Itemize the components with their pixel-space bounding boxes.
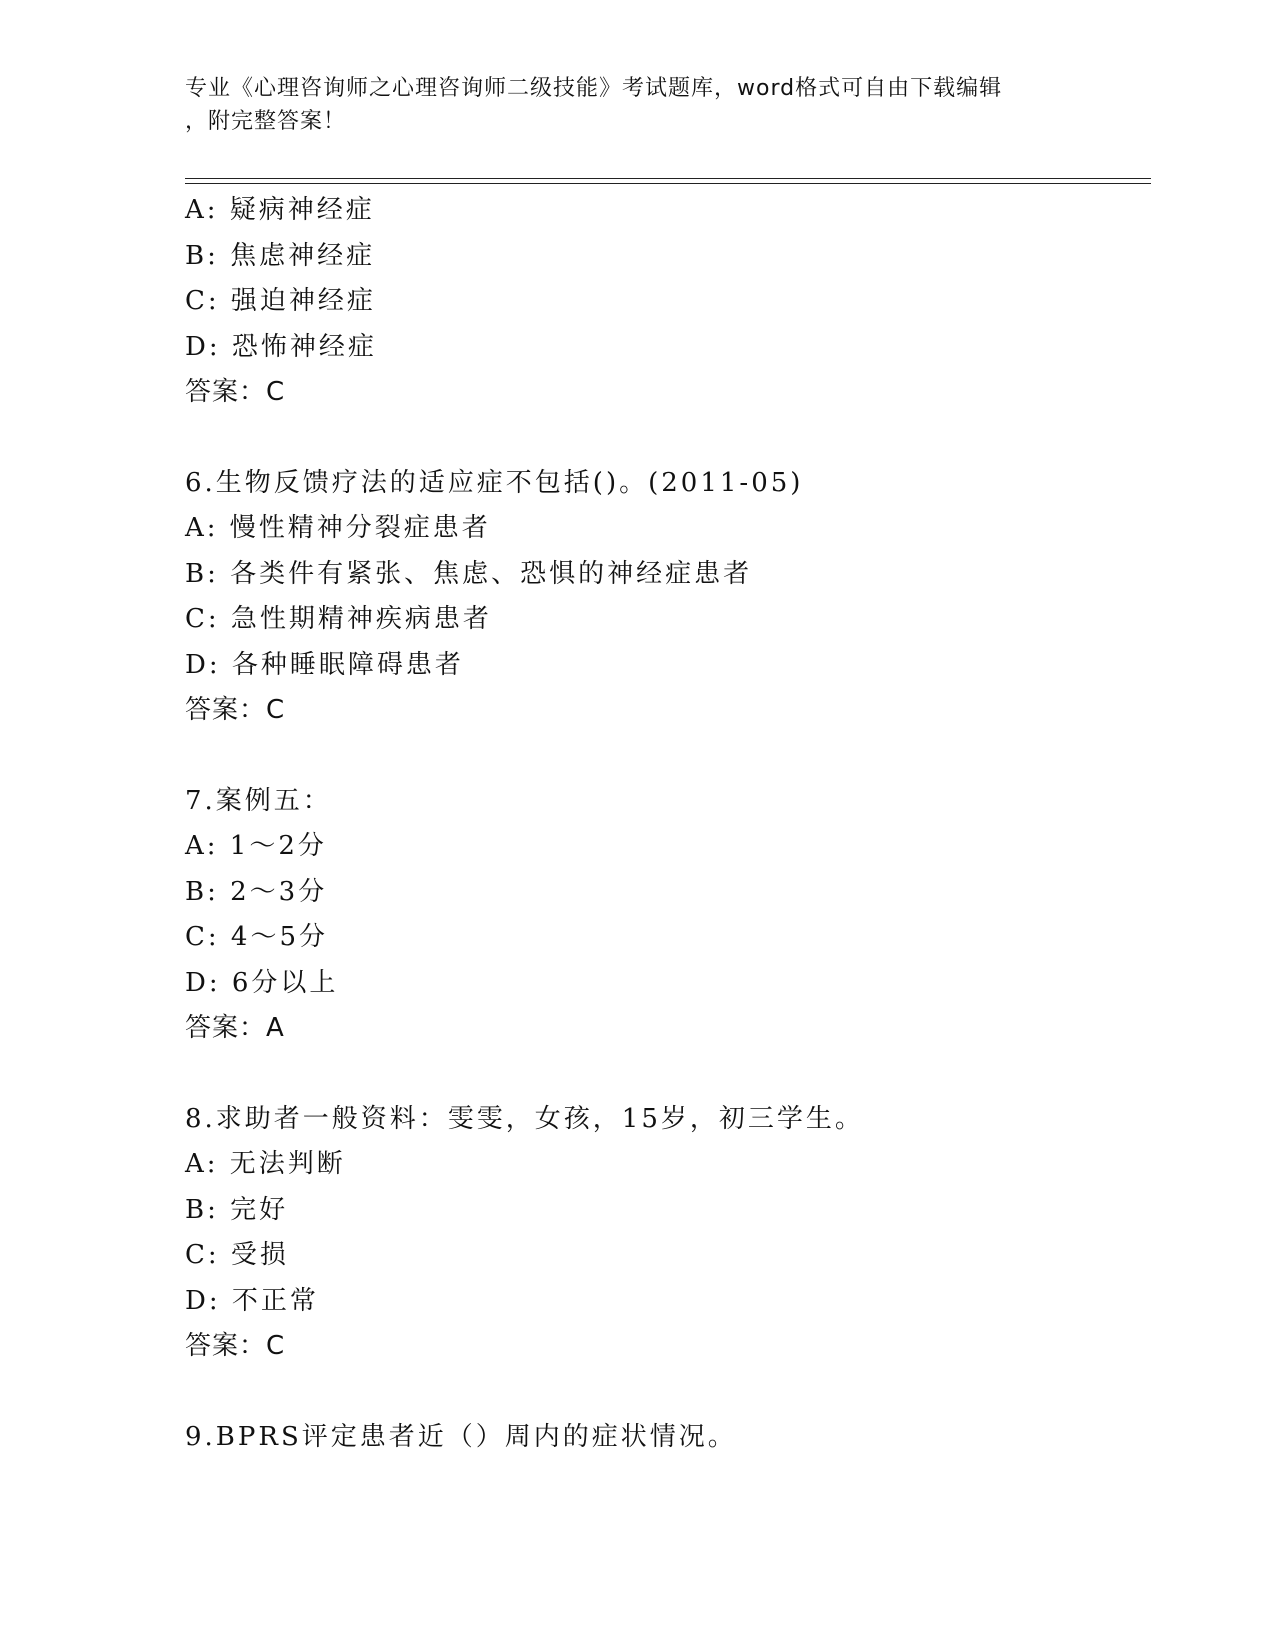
question-block-7 [185,779,1145,1052]
question-stem: 9.BPRS评定患者近（）周内的症状情况。 [185,1421,737,1452]
question-block-9 [185,1415,1145,1461]
question-block-5 [185,188,1145,416]
option-a: A: 慢性精神分裂症患者 [185,513,491,543]
question-block-6 [185,461,1145,734]
question-stem: 8.求助者一般资料：雯雯，女孩，15岁，初三学生。 [185,1103,864,1134]
answer-line: 答案：A [185,1013,285,1043]
option-c: C: 急性期精神疾病患者 [185,604,492,634]
option-c: C: 4～5分 [185,922,329,952]
answer-line: 答案：C [185,1331,286,1361]
question-block-8 [185,1097,1145,1370]
option-d: D: 恐怖神经症 [185,331,377,362]
option-b: B: 焦虑神经症 [185,240,376,271]
header-divider-bottom [185,183,1151,184]
option-b: B: 2～3分 [185,876,328,907]
question-list [185,188,1145,1460]
document-header [185,72,1085,138]
option-a: A: 1～2分 [185,831,327,861]
option-c: C: 受损 [185,1240,289,1270]
header-line-2: ，附完整答案！ [185,109,347,134]
header-divider-top [185,178,1151,179]
option-c: C: 强迫神经症 [185,286,376,316]
question-stem: 6.生物反馈疗法的适应症不包括()。(2011-05) [185,467,804,498]
question-stem: 7.案例五： [185,785,332,816]
answer-line: 答案：C [185,695,286,725]
option-d: D: 6分以上 [185,967,339,998]
option-b: B: 完好 [185,1194,289,1225]
option-a: A: 疑病神经症 [185,195,375,225]
header-line-1: 专业《心理咨询师之心理咨询师二级技能》考试题库，word格式可自由下载编辑 [185,76,1003,101]
option-b: B: 各类件有紧张、焦虑、恐惧的神经症患者 [185,558,753,589]
option-d: D: 不正常 [185,1285,319,1316]
option-d: D: 各种睡眠障碍患者 [185,649,464,680]
option-a: A: 无法判断 [185,1149,346,1179]
answer-line: 答案：C [185,377,286,407]
